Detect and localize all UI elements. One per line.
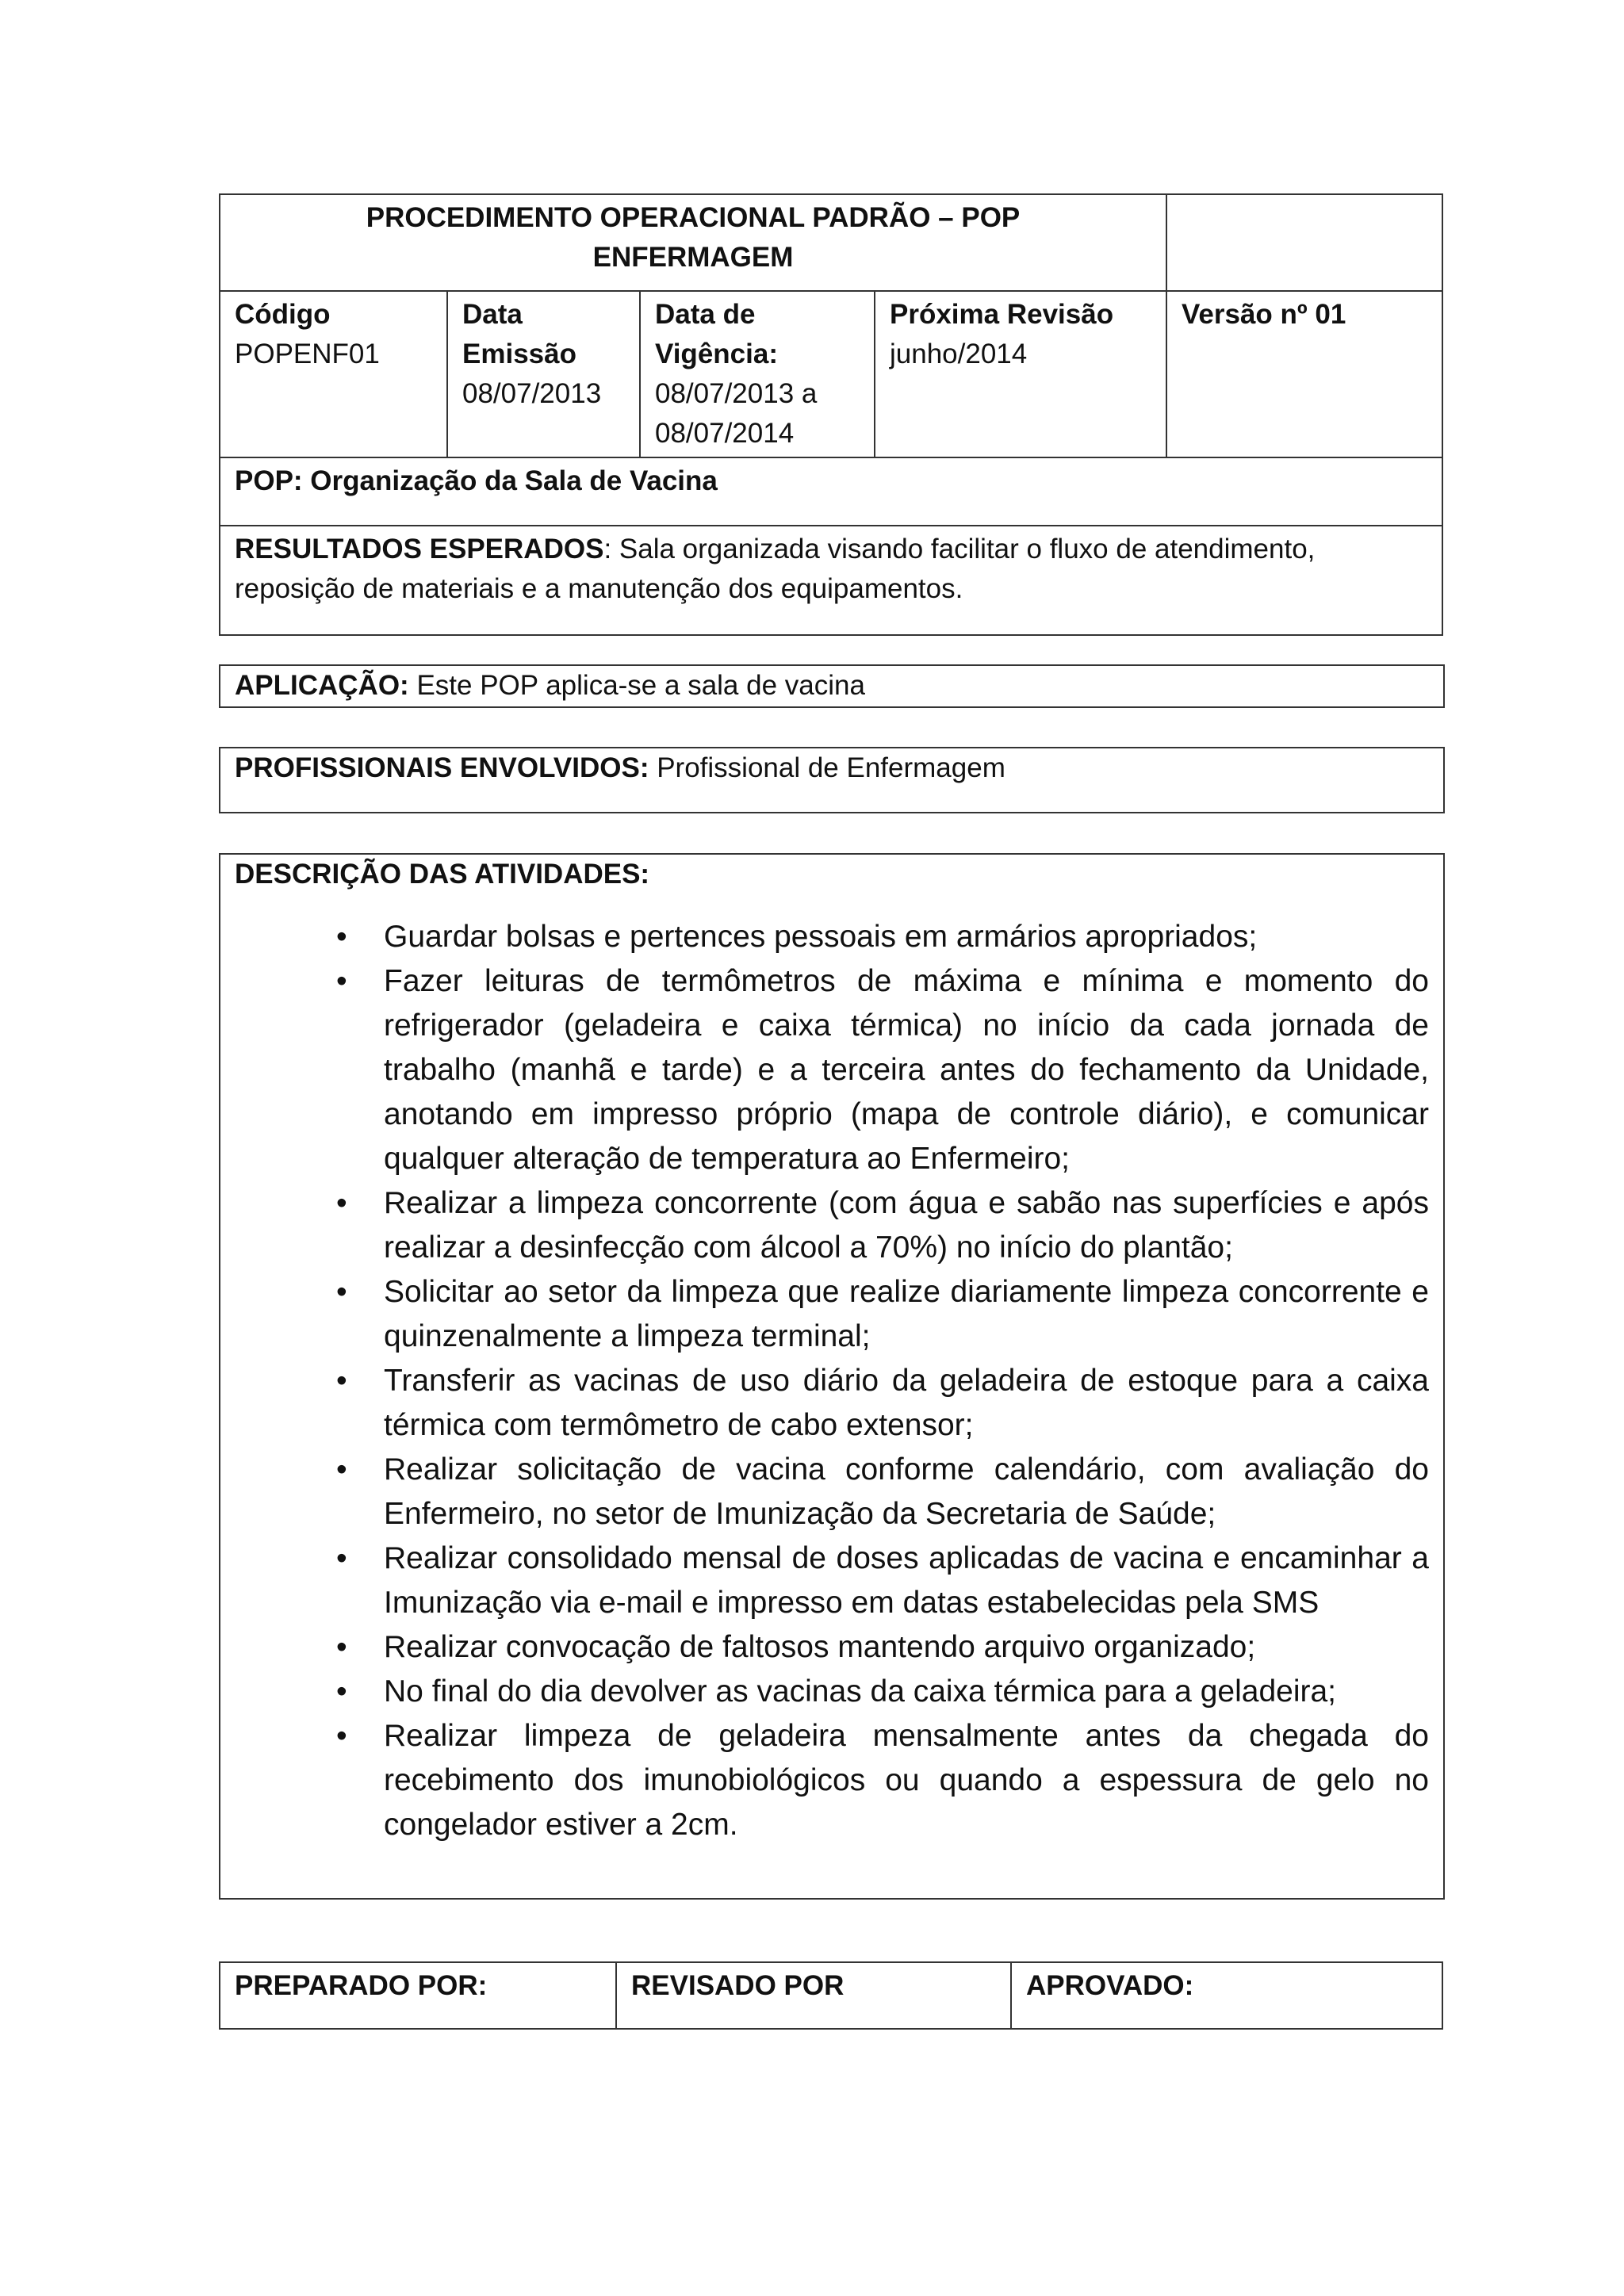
list-item	[235, 1181, 1429, 1270]
codigo-value: POPENF01	[235, 339, 380, 369]
data-emissao-value: 08/07/2013	[462, 378, 602, 409]
revisao-cell	[875, 291, 1166, 457]
activities-list	[235, 915, 1429, 1847]
resultados-text: : Sala organizada visando facilitar o fluxo de atendimento, reposição de materiais e a manutenção dos equipamentos.	[235, 534, 1316, 604]
title-line-2: ENFERMAGEM	[592, 242, 794, 273]
profissionais-box	[219, 747, 1445, 813]
vigencia-label-1: Data de	[655, 299, 756, 330]
data-emissao-label-1: Data	[462, 299, 523, 330]
list-item-text: Transferir as vacinas de uso diário da geladeira de estoque para a caixa térmica com termômetro de cabo extensor;	[384, 1364, 1429, 1442]
list-item	[235, 915, 1429, 959]
title-line-1: PROCEDIMENTO OPERACIONAL PADRÃO – POP	[366, 202, 1021, 233]
versao-label: Versão nº 01	[1182, 299, 1346, 330]
signature-table	[219, 1961, 1443, 2030]
list-item	[235, 1536, 1429, 1625]
list-item-text: Realizar convocação de faltosos mantendo arquivo organizado;	[384, 1630, 1256, 1664]
list-item-text: No final do dia devolver as vacinas da caixa térmica para a geladeira;	[384, 1674, 1337, 1709]
bullet-icon: •	[336, 920, 347, 954]
profissionais-label: PROFISSIONAIS ENVOLVIDOS:	[235, 752, 649, 783]
data-emissao-label-2: Emissão	[462, 339, 576, 369]
bullet-icon: •	[336, 1452, 347, 1487]
resultados-label: RESULTADOS ESPERADOS	[235, 534, 604, 564]
list-item	[235, 959, 1429, 1181]
list-item-text: Realizar limpeza de geladeira mensalmente antes da chegada do recebimento dos imunobiológicos ou quando a espessura de gelo no congelador estiver a 2cm.	[384, 1719, 1429, 1842]
revisao-value: junho/2014	[890, 339, 1028, 369]
vigencia-label-2: Vigência:	[655, 339, 778, 369]
list-item	[235, 1359, 1429, 1448]
bullet-icon: •	[336, 1630, 347, 1664]
bullet-icon: •	[336, 1719, 347, 1753]
vigencia-value-2: 08/07/2014	[655, 418, 795, 449]
data-emissao-cell	[447, 291, 640, 457]
profissionais-text: Profissional de Enfermagem	[649, 752, 1005, 783]
bullet-icon: •	[336, 1541, 347, 1575]
list-item-text: Solicitar ao setor da limpeza que realize diariamente limpeza concorrente e quinzenalmente a limpeza terminal;	[384, 1275, 1429, 1353]
list-item	[235, 1670, 1429, 1714]
vigencia-value-1: 08/07/2013 a	[655, 378, 818, 409]
aplicacao-box	[219, 664, 1445, 708]
resultados-esperados	[220, 526, 1442, 635]
list-item-text: Guardar bolsas e pertences pessoais em armários apropriados;	[384, 920, 1258, 954]
list-item-text: Realizar consolidado mensal de doses aplicadas de vacina e encaminhar a Imunização via e-mail e impresso em datas estabelecidas pela SMS	[384, 1541, 1429, 1620]
bullet-icon: •	[336, 1364, 347, 1398]
revisado-por: REVISADO POR	[616, 1962, 1011, 2029]
document-title	[220, 194, 1166, 291]
codigo-cell	[220, 291, 447, 457]
bullet-icon: •	[336, 1674, 347, 1709]
list-item	[235, 1448, 1429, 1536]
codigo-label: Código	[235, 299, 331, 330]
bullet-icon: •	[336, 1275, 347, 1309]
header-table	[219, 193, 1443, 636]
list-item-text: Realizar solicitação de vacina conforme calendário, com avaliação do Enfermeiro, no setor de Imunização da Secretaria de Saúde;	[384, 1452, 1429, 1531]
descricao-label: DESCRIÇÃO DAS ATIVIDADES:	[235, 859, 650, 890]
aplicacao-label: APLICAÇÃO:	[235, 670, 409, 701]
list-item-text: Realizar a limpeza concorrente (com água e sabão nas superfícies e após realizar a desinfecção com álcool a 70%) no início do plantão;	[384, 1186, 1429, 1265]
bullet-icon: •	[336, 964, 347, 998]
revisao-label: Próxima Revisão	[890, 299, 1114, 330]
header-empty-cell	[1166, 194, 1442, 291]
versao-cell	[1166, 291, 1442, 457]
vigencia-cell	[640, 291, 875, 457]
list-item	[235, 1714, 1429, 1847]
preparado-por: PREPARADO POR:	[220, 1962, 616, 2029]
descricao-box	[219, 853, 1445, 1900]
list-item-text: Fazer leituras de termômetros de máxima e mínima e momento do refrigerador (geladeira e caixa térmica) no início da cada jornada de trabalho (manhã e tarde) e a terceira antes do fechamento da Unidade, anotando em impresso próprio (mapa de controle diário), e comunicar qualquer alteração de temperatura ao Enfermeiro;	[384, 964, 1429, 1176]
aplicacao-text: Este POP aplica-se a sala de vacina	[408, 670, 865, 701]
list-item	[235, 1270, 1429, 1359]
pop-title: POP: Organização da Sala de Vacina	[220, 457, 1442, 526]
bullet-icon: •	[336, 1186, 347, 1220]
aprovado: APROVADO:	[1011, 1962, 1442, 2029]
list-item	[235, 1625, 1429, 1670]
